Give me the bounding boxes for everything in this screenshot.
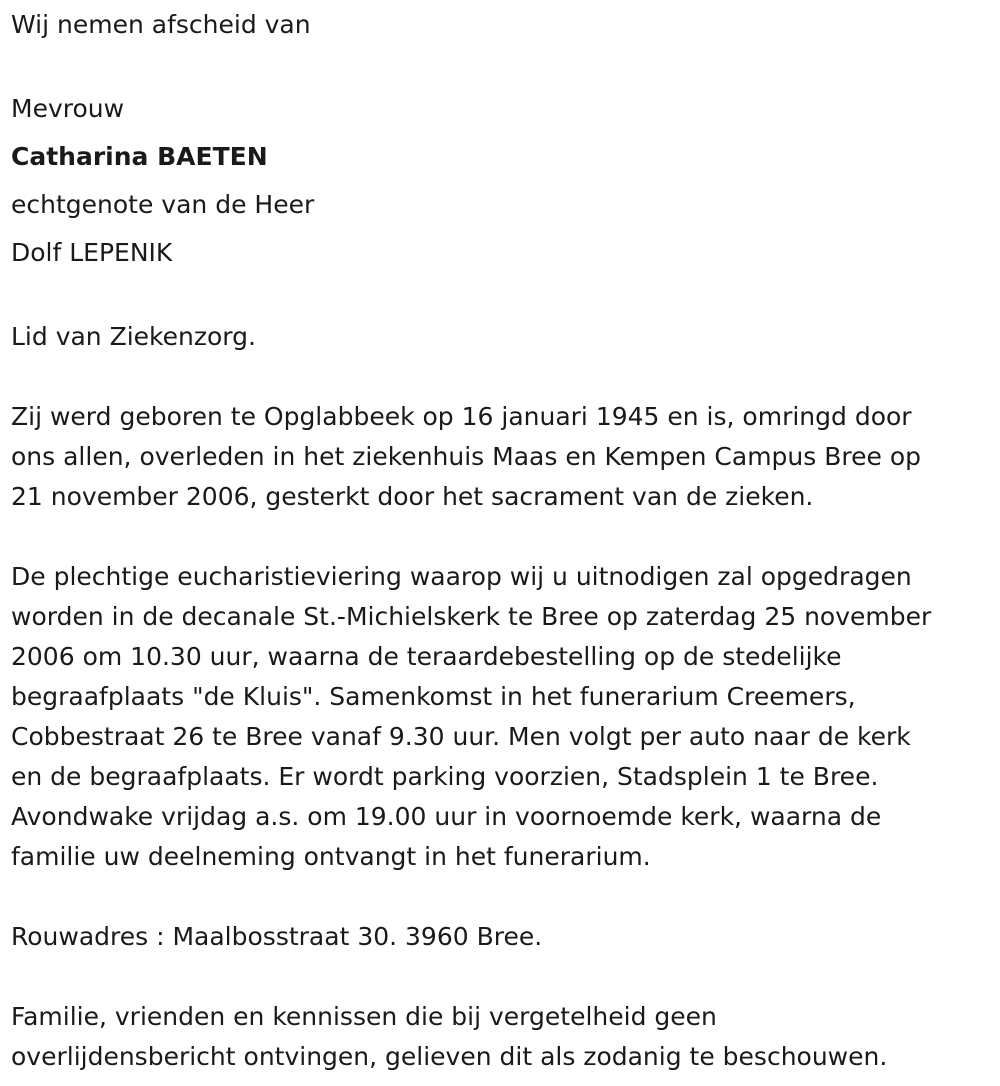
deceased-name: Catharina BAETEN <box>11 142 268 171</box>
paragraph-line: ons allen, overleden in het ziekenhuis Maas en Kempen Campus Bree op <box>11 442 921 471</box>
paragraph-line: Familie, vrienden en kennissen die bij vergetelheid geen <box>11 1002 717 1031</box>
address-paragraph <box>11 917 991 957</box>
paragraph-line: Zij werd geboren te Opglabbeek op 16 januari 1945 en is, omringd door <box>11 402 912 431</box>
mourning-address: Rouwadres : Maalbosstraat 30. 3960 Bree. <box>11 922 543 951</box>
title-text: Mevrouw <box>11 94 125 123</box>
obituary-notice <box>11 5 991 1077</box>
relation-text: echtgenote van de Heer <box>11 190 315 219</box>
paragraph-line: De plechtige eucharistieviering waarop wij u uitnodigen zal opgedragen <box>11 562 912 591</box>
paragraph-line: familie uw deelneming ontvangt in het funerarium. <box>11 842 651 871</box>
paragraph-line: overlijdensbericht ontvingen, gelieven dit als zodanig te beschouwen. <box>11 1042 888 1071</box>
intro-line: Wij nemen afscheid van <box>11 10 311 39</box>
birth-death-paragraph <box>11 397 991 517</box>
paragraph-line: 2006 om 10.30 uur, waarna de teraardebestelling op de stedelijke <box>11 642 842 671</box>
paragraph-line: worden in de decanale St.-Michielskerk te Bree op zaterdag 25 november <box>11 602 932 631</box>
paragraph-line: en de begraafplaats. Er wordt parking voorzien, Stadsplein 1 te Bree. <box>11 762 879 791</box>
closing-paragraph <box>11 997 991 1077</box>
deceased-block <box>11 85 991 277</box>
paragraph-line: Avondwake vrijdag a.s. om 19.00 uur in voornoemde kerk, waarna de <box>11 802 882 831</box>
ceremony-paragraph <box>11 557 991 877</box>
paragraph-line: begraafplaats "de Kluis". Samenkomst in het funerarium Creemers, <box>11 682 856 711</box>
membership-paragraph <box>11 317 991 357</box>
spouse-name: Dolf LEPENIK <box>11 238 173 267</box>
membership-text: Lid van Ziekenzorg. <box>11 322 256 351</box>
paragraph-line: 21 november 2006, gesterkt door het sacrament van de zieken. <box>11 482 814 511</box>
paragraph-line: Cobbestraat 26 te Bree vanaf 9.30 uur. Men volgt per auto naar de kerk <box>11 722 911 751</box>
intro-text <box>11 5 991 45</box>
